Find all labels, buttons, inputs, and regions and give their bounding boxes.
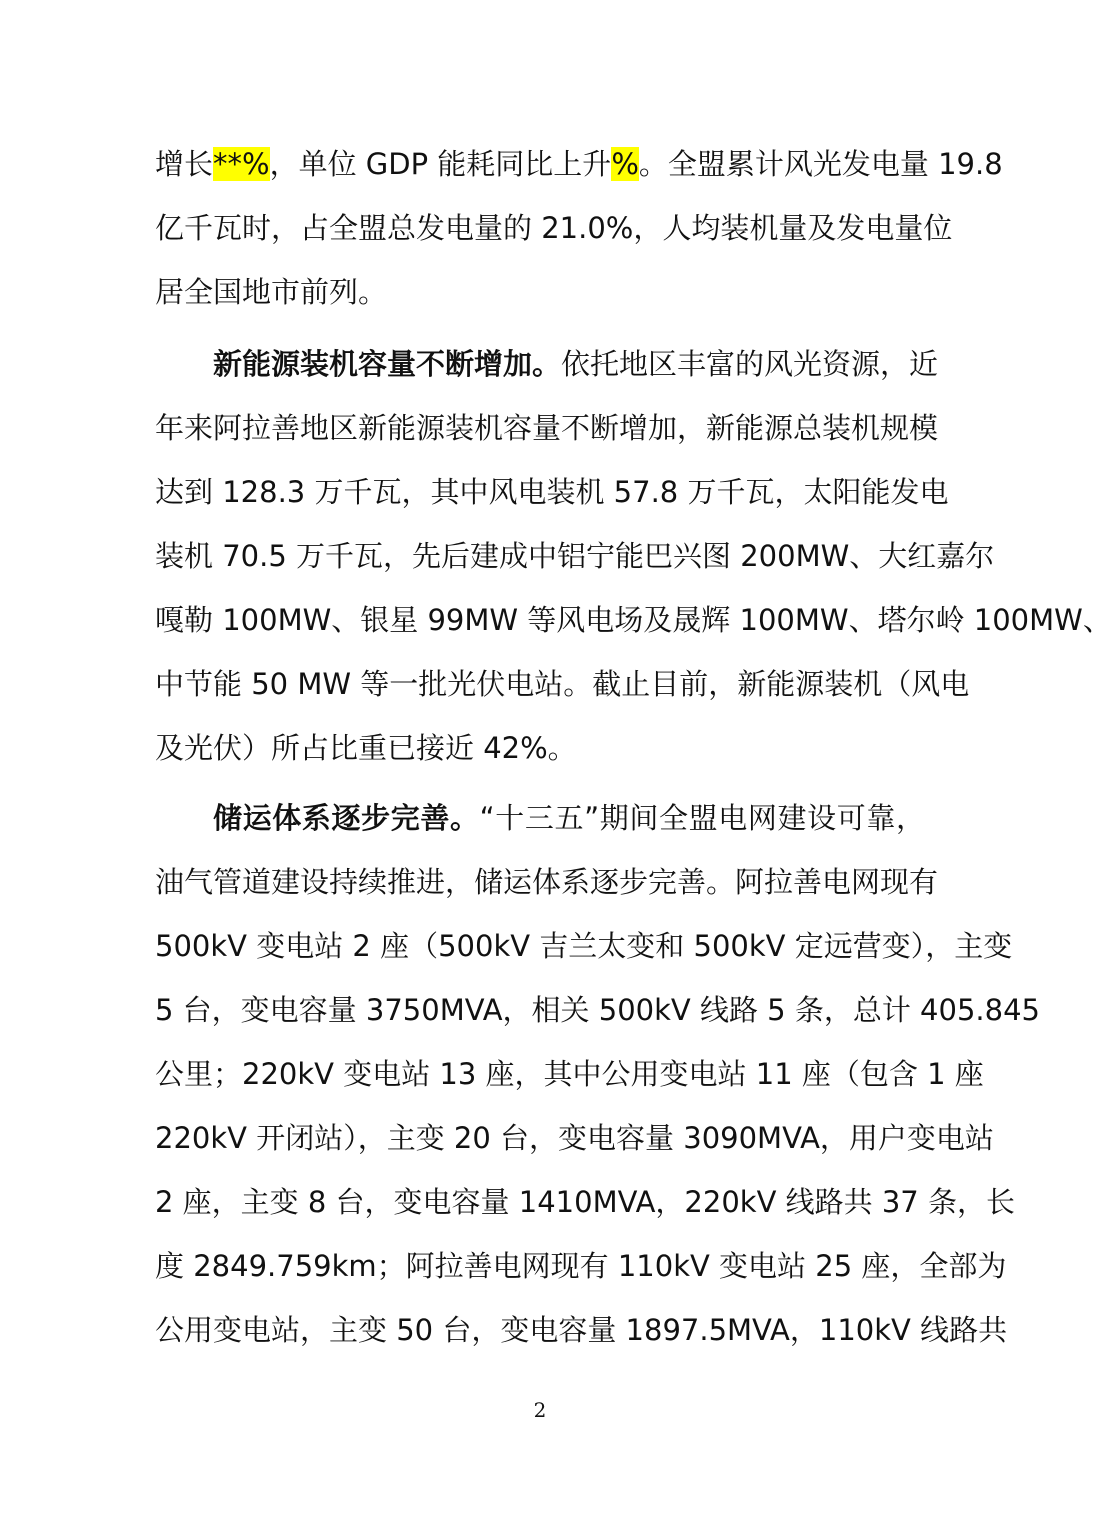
text-run: 。全盟累计风光发电量 19.8 [638,147,1003,181]
paragraph-2-heading: 新能源装机容量不断增加。 [213,347,562,381]
text-run: 增长 [155,147,214,181]
paragraph-2-line-5: 嘎勒 100MW、银星 99MW 等风电场及晟辉 100MW、塔尔岭 100MW、 [155,603,1112,637]
paragraph-2-line-6: 中节能 50 MW 等一批光伏电站。截止目前，新能源装机（风电 [155,667,970,701]
paragraph-1-line-1 [155,132,1003,196]
paragraph-1 [155,132,1003,324]
paragraph-1-line-3: 居全国地市前列。 [155,275,388,309]
page-number: 2 [533,1398,547,1422]
paragraph-3-line-7: 2 座，主变 8 台，变电容量 1410MVA，220kV 线路共 37 条，长 [155,1185,1015,1219]
paragraph-3 [155,786,1040,1362]
paragraph-3-line-3: 500kV 变电站 2 座（500kV 吉兰太变和 500kV 定远营变），主变 [155,929,1013,963]
paragraph-2-line-7: 及光伏）所占比重已接近 42%。 [155,731,577,765]
paragraph-2 [155,332,1112,780]
paragraph-3-line-6: 220kV 开闭站），主变 20 台，变电容量 3090MVA，用户变电站 [155,1121,994,1155]
highlighted-placeholder-percent: **% [213,147,270,181]
paragraph-3-line-8: 度 2849.759km；阿拉善电网现有 110kV 变电站 25 座，全部为 [155,1249,1007,1283]
paragraph-3-line-4: 5 台，变电容量 3750MVA，相关 500kV 线路 5 条，总计 405.845 [155,993,1040,1027]
text-run: “十三五”期间全盟电网建设可靠， [479,801,925,835]
paragraph-3-line-5: 公里；220kV 变电站 13 座，其中公用变电站 11 座（包含 1 座 [155,1057,984,1091]
paragraph-2-line-1 [155,332,939,396]
paragraph-3-line-2: 油气管道建设持续推进，储运体系逐步完善。阿拉善电网现有 [155,865,939,899]
paragraph-3-line-1 [155,786,925,850]
paragraph-2-line-4: 装机 70.5 万千瓦，先后建成中铝宁能巴兴图 200MW、大红嘉尔 [155,539,995,573]
paragraph-3-heading: 储运体系逐步完善。 [213,801,480,835]
text-run: ，单位 GDP 能耗同比上升 [269,147,612,181]
highlighted-percent-sign: % [611,147,639,181]
paragraph-2-line-3: 达到 128.3 万千瓦，其中风电装机 57.8 万千瓦，太阳能发电 [155,475,949,509]
text-run: 依托地区丰富的风光资源，近 [561,347,939,381]
paragraph-2-line-2: 年来阿拉善地区新能源装机容量不断增加，新能源总装机规模 [155,411,939,445]
paragraph-1-line-2: 亿千瓦时，占全盟总发电量的 21.0%，人均装机量及发电量位 [155,211,953,245]
paragraph-3-line-9: 公用变电站，主变 50 台，变电容量 1897.5MVA，110kV 线路共 [155,1313,1008,1347]
